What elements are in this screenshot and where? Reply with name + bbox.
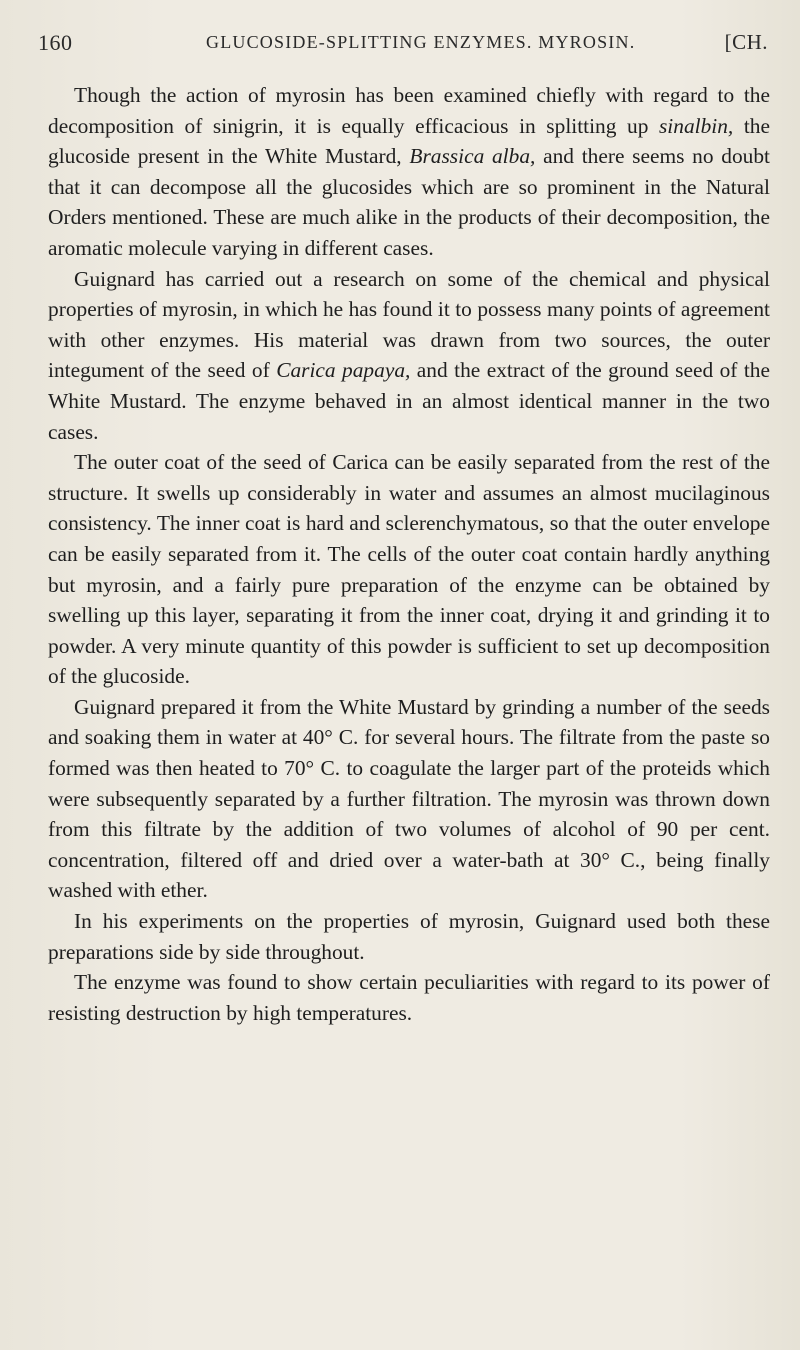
italic-term: sinalbin, [658, 113, 734, 138]
text-run: Though the action of myrosin has been examined chiefly with regard to the decomposition of sinigrin, it is equally efficacious in splitting up [48, 83, 770, 138]
paragraph [48, 967, 770, 1028]
page-number: 160 [38, 30, 73, 55]
text-run: Guignard has carried out a research on some of the chemical and physical properties of myrosin, in which he has found it to possess many points of agreement with other enzymes. His material was drawn from two sources, the outer integument of the seed of [48, 266, 770, 383]
paragraph [48, 447, 770, 692]
paragraph [48, 80, 770, 264]
paragraph [48, 264, 770, 448]
italic-term: Carica papaya, [276, 358, 411, 383]
paragraph [48, 692, 770, 906]
running-title: GLUCOSIDE-SPLITTING ENZYMES. MYROSIN. [206, 32, 636, 52]
text-run: In his experiments on the properties of myrosin, Guignard used both these preparations side by side throughout. [48, 909, 770, 964]
italic-term: Brassica alba, [409, 144, 536, 169]
text-run: and there seems no doubt that it can decompose all the glucosides which are so prominent in the Natural Orders mentioned. These are much alike in the products of their decomposition, the aromatic molecule varying in different cases. [48, 144, 770, 260]
running-head [38, 30, 768, 60]
text-run: The outer coat of the seed of Carica can be easily separated from the rest of the structure. It swells up considerably in water and assumes an almost mucilaginous consistency. The inner coat is hard and sclerenchymatous, so that the outer envelope can be easily separated from it. The cells of the outer coat contain hardly anything but myrosin, and a fairly pure preparation of the enzyme can be obtained by swelling up this layer, separating it from the inner coat, drying it and grinding it to powder. A very minute quantity of this powder is sufficient to set up decomposition of the glucoside. [48, 450, 770, 689]
text-run: and the extract of the ground seed of the White Mustard. The enzyme behaved in an almost identical manner in the two cases. [48, 358, 770, 444]
paragraph [48, 906, 770, 967]
chapter-marker: [CH. [724, 30, 768, 54]
text-run: the glucoside present in the White Mustard, [48, 113, 770, 169]
text-run: The enzyme was found to show certain peculiarities with regard to its power of resisting destruction by high temperatures. [48, 970, 770, 1025]
body-text [48, 80, 770, 1028]
text-run: Guignard prepared it from the White Mustard by grinding a number of the seeds and soaking them in water at 40° C. for several hours. The filtrate from the paste so formed was then heated to 70° C. to coagulate the larger part of the proteids which were subsequently separated by a further filtration. The myrosin was thrown down from this filtrate by the addition of two volumes of alcohol of 90 per cent. concentration, filtered off and dried over a water-bath at 30° C., being finally washed with ether. [48, 694, 770, 903]
